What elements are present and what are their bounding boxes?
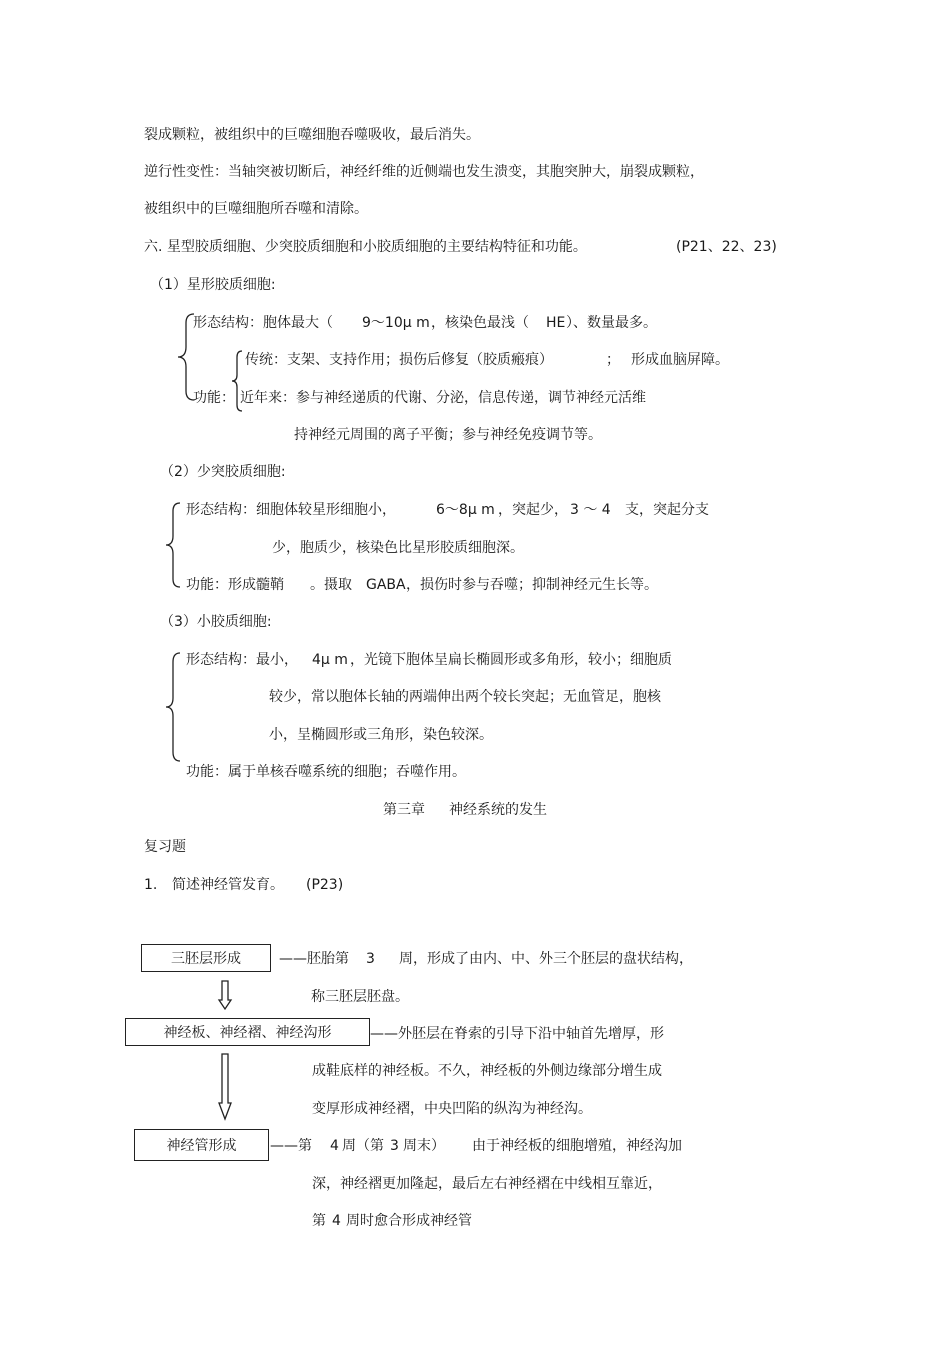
text-line: ，损伤时参与吞噬；抑制神经元生长等。 [406,577,658,593]
text-line: 称三胚层胚盘。 [311,989,409,1005]
text-line: 逆行性变性：当轴突被切断后，神经纤维的近侧端也发生溃变，其胞突肿大，崩裂成颗粒， [144,164,704,180]
question-text: 简述神经管发育。 [172,877,284,893]
text-value: 3 [366,951,375,967]
page-reference: (P21、22、23) [676,239,777,255]
text-line: 形成血脑屏障。 [631,352,729,368]
text-line: 由于神经板的细胞增殖，神经沟加 [472,1138,682,1154]
text-value: 6～8μ m [436,502,495,518]
text-line: ，核染色最浅（ [431,315,529,331]
text-line: 功能：形成髓鞘 [186,577,284,593]
question-number: 1. [144,877,158,893]
text-line: 深，神经褶更加隆起，最后左右神经褶在中线相互靠近， [312,1176,662,1192]
text-line: ，光镜下胞体呈扁长椭圆形或多角形，较小；细胞质 [350,652,672,668]
section-heading: 复习题 [144,839,186,855]
down-arrow-icon [217,1053,233,1121]
text-value: 4 [330,1138,339,1154]
brace [164,502,182,588]
chapter-title: 神经系统的发生 [449,802,547,818]
text-line: ——外胚层在脊索的引导下沿中轴首先增厚，形 [370,1026,664,1042]
label: 功能： [193,390,235,406]
text-line: 变厚形成神经褶，中央凹陷的纵沟为神经沟。 [312,1101,592,1117]
text-line: ）、数量最多。 [566,315,657,331]
text-line: 周，形成了由内、中、外三个胚层的盘状结构， [399,951,693,967]
text-line: 支，突起分支 [625,502,709,518]
text-value: 3 [390,1138,399,1154]
text-value: HE [546,315,566,331]
subheading: （2）少突胶质细胞: [160,464,286,480]
text-line: 第 [312,1213,326,1229]
text-line: 较少，常以胞体长轴的两端伸出两个较长突起；无血管足，胞核 [269,689,661,705]
text-line: 持神经元周围的离子平衡；参与神经免疫调节等。 [294,427,602,443]
text-line: 形态结构：胞体最大（ [193,315,333,331]
text-value: GABA [366,577,406,593]
text-line: 小，呈椭圆形或三角形，染色较深。 [269,727,493,743]
subheading: （3）小胶质细胞: [160,614,272,630]
text-line: 功能：属于单核吞噬系统的细胞；吞噬作用。 [186,764,466,780]
text-line: ——胚胎第 [279,951,349,967]
brace [164,652,182,762]
flow-step-box: 三胚层形成 [141,944,271,972]
text-line: ——第 [270,1138,312,1154]
text-line: 周末） [403,1138,445,1154]
text-line: 周（第 [342,1138,384,1154]
text-line: 形态结构：细胞体较星形细胞小， [186,502,396,518]
text-line: 少，胞质少，核染色比星形胶质细胞深。 [272,540,524,556]
text-value: 4 [332,1213,341,1229]
text-line: 。摄取 [310,577,352,593]
question-title: 六. 星型胶质细胞、少突胶质细胞和小胶质细胞的主要结构特征和功能。 [144,239,587,255]
text-value: 4μ m [312,652,348,668]
text-line: 被组织中的巨噬细胞所吞噬和清除。 [144,201,368,217]
text-value: 9～10μ m [362,315,430,331]
text-line: ，突起少， [498,502,568,518]
down-arrow-icon [217,980,233,1010]
chapter-number: 第三章 [383,802,425,818]
text-value: 3 ～ 4 [570,502,611,518]
subheading: （1）星形胶质细胞: [150,277,276,293]
text-line: 裂成颗粒，被组织中的巨噬细胞吞噬吸收，最后消失。 [144,127,480,143]
text-line: 近年来：参与神经递质的代谢、分泌，信息传递，调节神经元活维 [240,390,646,406]
text-line: 周时愈合形成神经管 [346,1213,472,1229]
text-line: 传统：支架、支持作用；损伤后修复（胶质瘢痕） [245,352,553,368]
text-line: 成鞋底样的神经板。不久，神经板的外侧边缘部分增生成 [312,1063,662,1079]
page-reference: (P23) [306,877,344,893]
flow-step-box: 神经管形成 [134,1129,269,1161]
flow-step-box: 神经板、神经褶、神经沟形 [125,1018,370,1046]
text-line: 形态结构：最小， [186,652,298,668]
text-line: ； [606,352,620,368]
